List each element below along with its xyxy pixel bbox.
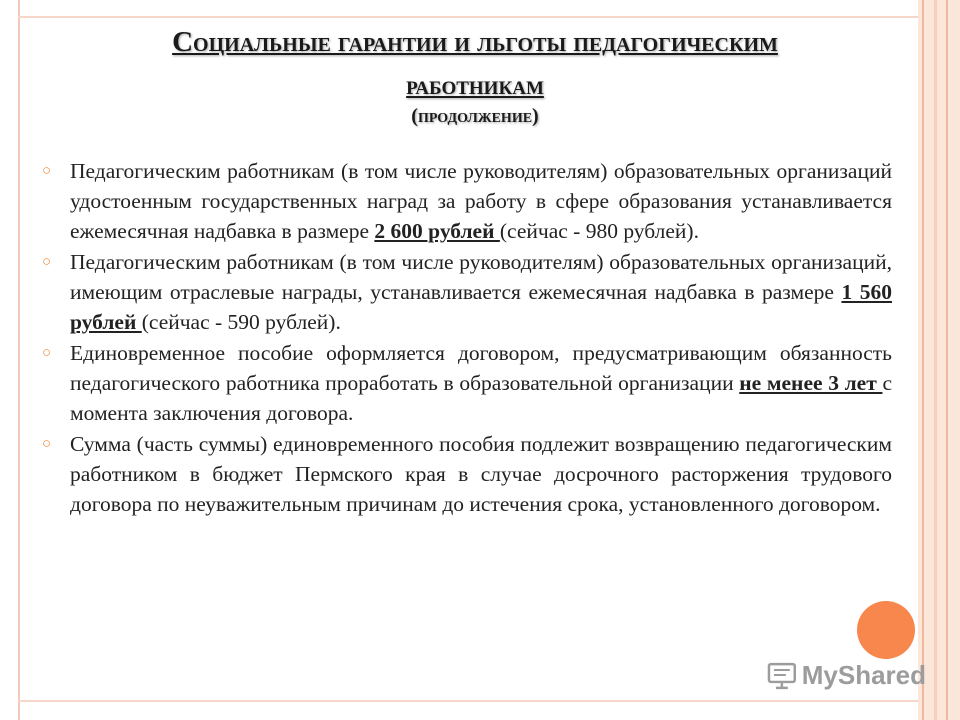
item-text: Педагогическим работникам (в том числе руководителям) образовательных организаций удостоенным государственных наград за работу в сфере образования устанавливается ежемесячная надбавка в размере: [70, 159, 892, 243]
item-text-after: (сейчас - 980 рублей).: [499, 219, 699, 243]
title-subtitle: (продолжение): [411, 105, 539, 127]
item-text-after: с момента заключения договора.: [70, 371, 892, 425]
title-line-2: работникам: [406, 70, 544, 100]
item-text: Единовременное пособие оформляется договором, предусматривающим обязанность педагогического работника проработать в образовательной организации: [70, 341, 892, 395]
list-item: [42, 156, 892, 246]
bullet-list: [42, 156, 892, 520]
item-highlight: 2 600 рублей: [374, 219, 500, 243]
top-border-line: [18, 16, 922, 18]
item-text-after: (сейчас - 590 рублей).: [141, 310, 341, 334]
bullet-icon: ○: [42, 254, 52, 270]
watermark-logo: [766, 657, 926, 693]
bullet-icon: ○: [42, 436, 52, 452]
item-text: Педагогическим работникам (в том числе руководителям) образовательных организаций, имеющим отраслевые награды, устанавливается ежемесячная надбавка в размере: [70, 250, 892, 304]
decorative-circle: [857, 601, 915, 659]
item-highlight: 1 560 рублей: [70, 280, 892, 334]
item-highlight: не менее 3 лет: [739, 371, 883, 395]
bottom-border-line: [18, 700, 922, 702]
list-item: [42, 247, 892, 337]
title-line-1: Социальные гарантии и льготы педагогическим: [172, 26, 778, 58]
right-stripes: [918, 0, 960, 720]
item-text: Сумма (часть суммы) единовременного пособия подлежит возвращению педагогическим работником в бюджет Пермского края в случае досрочного расторжения трудового договора по неуважительным причинам до истечения срока, установленного договором.: [70, 432, 892, 516]
bullet-icon: ○: [42, 163, 52, 179]
bullet-icon: ○: [42, 345, 52, 361]
presentation-icon: [766, 660, 798, 690]
stripe: [946, 0, 948, 720]
slide-title: [40, 24, 910, 128]
list-item: [42, 338, 892, 428]
left-border-line: [18, 0, 20, 720]
list-item: [42, 429, 892, 519]
stripe: [922, 0, 924, 720]
stripe: [934, 0, 937, 720]
watermark-text: MyShared: [801, 659, 926, 690]
